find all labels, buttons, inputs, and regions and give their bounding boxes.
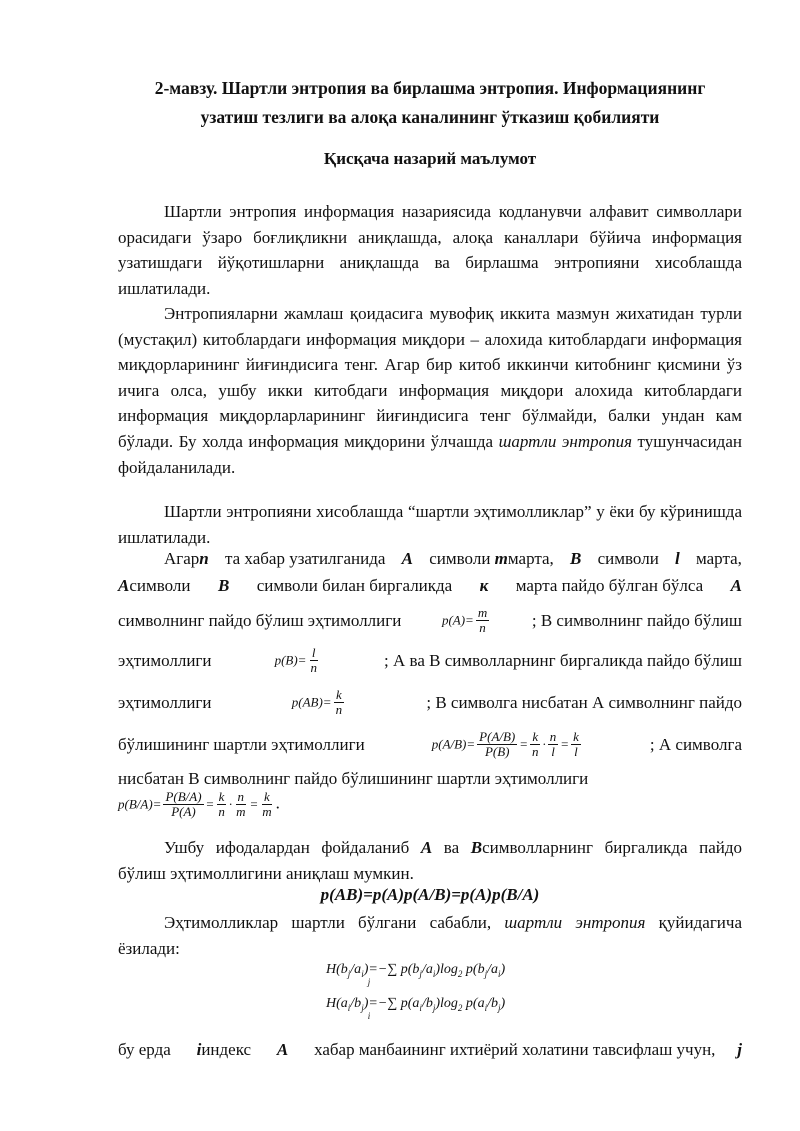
formula-pAB: p(AB)= $\frac{k}{n}$ (291, 687, 343, 717)
formula-pB: p(B)= $\frac{l}{n}$ (274, 645, 317, 675)
p4-line2-text: символи билан биргаликда (256, 576, 453, 595)
paragraph-4-line-5 (118, 688, 742, 717)
paragraph-4-line-3 (118, 606, 742, 635)
paragraph-4-line-7: нисбатан В символнинг пайдо бўлишининг шартли эҳтимоллиги (118, 769, 589, 788)
p4-symbol-A: A (401, 549, 414, 568)
paragraph-1: Шартли энтропия информация назариясида кодланувчи алфавит символлари орасидаги ўзаро боғлиқликни аниқлашда, алоқа каналлари бўйича информация узатишдаги йўқотишларни аниқлашда ва бирлашма энтропияни хисоблашда ишлатилади. (118, 202, 742, 298)
p4-agar: Агарn (164, 549, 209, 568)
p4-line2-B: B (217, 576, 230, 595)
main-formula: p(AB)=p(A)p(A/B)=p(A)p(B/A) (320, 885, 540, 904)
p4-text-2: та хабар узатилганида (225, 549, 386, 568)
last-line: бу ерда iиндекс A хабар манбаининг ихтиёрий холатини тавсифлаш учун, j (118, 1040, 742, 1059)
p4-text-6: марта, (696, 549, 742, 568)
paragraph-4-line-6 (118, 730, 742, 759)
p4-symbol-l: l (675, 549, 680, 568)
p4-line3-text: символнинг пайдо бўлиш эҳтимоллиги (118, 611, 402, 630)
p4-line5-text: эҳтимоллиги (118, 693, 212, 712)
p4-text-5: символи (597, 549, 659, 568)
paragraph-4-line-1 (118, 546, 742, 571)
formula-pB-given-A: p(B/A)= $\frac{P(B/A)}{P(A)}$ = $\frac{k}{n}$ · $\frac{n}{m}$ = $\frac{k}{m}$ . (118, 789, 280, 819)
p4-line2-a: Aсимволи (118, 576, 191, 595)
paragraph-4-line-2 (118, 573, 742, 598)
page-title (118, 74, 742, 132)
paragraph-3: Шартли энтропияни хисоблашда “шартли эҳтимолликлар” у ёки бу кўринишда ишлатилади. (118, 502, 742, 547)
paragraph-4-line-4 (118, 646, 742, 675)
p4-line3-text-2: ; В символнинг пайдо бўлиш (531, 611, 742, 630)
p4-symbol-B: B (570, 549, 582, 568)
paragraph-2-italic-term: шартли энтропия (498, 431, 633, 451)
title-line-2: узатиш тезлиги ва алоқа каналининг ўтказиш қобилияти (200, 107, 660, 127)
paragraph-2-text: Энтропияларни жамлаш қоидасига мувофиқ иккита мазмун жихатидан турли (мустақил) китоблардаги информация миқдори – алохида китоблардаги информация миқдорларининг йиғиндисига тенг. Агар бир китоб иккинчи китобнинг қисмини ўз ичига олса, ушбу икки китобдаги информация миқдори алохида китоблардаги информация миқдорларларининг йиғиндисига тенг бўлмайди, балки ундан кам бўлади. Бу холда информация миқдорини ўлчашда (118, 304, 742, 451)
title-line-1: 2-мавзу. Шартли энтропия ва бирлашма энтропия. Информациянинг (154, 78, 706, 98)
p4-line4-text: эҳтимоллиги (118, 651, 212, 670)
p4-line4-text-2: ; А ва В символларнинг биргаликда пайдо бўлиш (384, 651, 742, 670)
p4-line2-k: к (479, 576, 489, 595)
p4-line6-text-2: ; А символга (649, 735, 742, 754)
p4-line2-text-2: марта пайдо бўлган бўлса (515, 576, 704, 595)
paragraph-2 (118, 301, 742, 480)
conditional-entropy-formula-1: $H(b_j/a_i)=-\sum$ j $p(b_j/a_i)\log_2$ $p(b_j/a_i)$ (326, 962, 506, 987)
p4-line5-text-2: ; В символга нисбатан А символнинг пайдо (426, 693, 742, 712)
formula-pA: p(A)= $\frac{m}{n}$ (441, 605, 488, 635)
p4-line6-text: бўлишининг шартли эҳтимоллиги (118, 735, 365, 754)
paragraph-5: Ушбу ифодалардан фойдаланиб A ва Bсимволларнинг биргаликда пайдо бўлиш эҳтимоллигини аниқлаш мумкин. (118, 838, 743, 883)
p4-line2-A: A (730, 576, 742, 595)
p4-text-3: символи mмарта, (429, 549, 554, 568)
paragraph-6: Эҳтимолликлар шартли бўлгани сабабли, шартли энтропия қуйидагича ёзилади: (118, 913, 742, 958)
paragraph-2-end: тушунчасидан фойдаланилади. (118, 431, 742, 477)
formula-pA-given-B: p(A/B)= $\frac{P(A/B)}{P(B)}$ = $\frac{k}{n}$ · $\frac{n}{l}$ = $\frac{k}{l}$ (431, 729, 579, 759)
section-subtitle: Қисқача назарий маълумот (323, 149, 537, 168)
conditional-entropy-formula-2: $H(a_i/b_j)=-\sum$ i $p(a_i/b_j)\log_2$ $p(a_i/b_j)$ (326, 996, 506, 1021)
